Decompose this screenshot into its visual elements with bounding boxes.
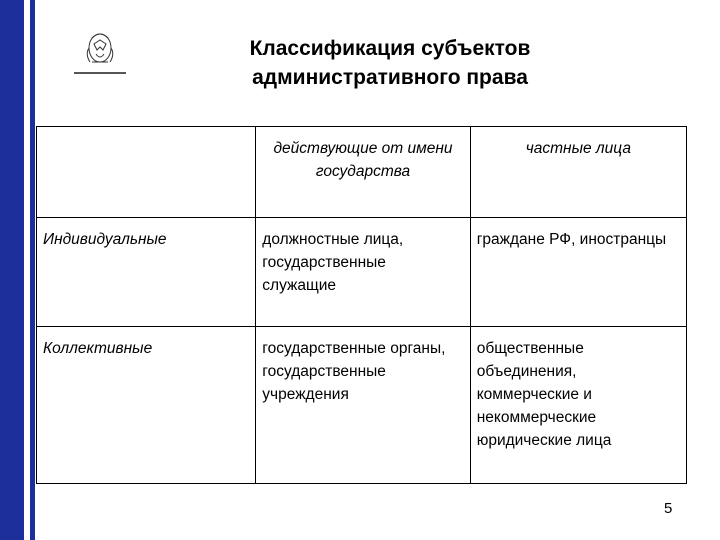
header-cell-state: действующие от имени государства [256, 127, 470, 218]
row-label: Коллективные [37, 327, 256, 484]
title-line-1: Классификация субъектов [249, 37, 531, 60]
left-accent-bar [0, 0, 24, 540]
classification-table [36, 126, 687, 484]
page-number: 5 [664, 500, 673, 517]
table-cell: должностные лица, государственные служащие [256, 218, 470, 327]
table-cell: общественные объединения, коммерческие и некоммерческие юридические лица [470, 327, 686, 484]
header-cell-private: частные лица [470, 127, 686, 218]
left-accent-stripe [30, 0, 35, 540]
table-header-row [37, 127, 687, 218]
table-row [37, 218, 687, 327]
table-cell: граждане РФ, иностранцы [470, 218, 686, 327]
table-cell: государственные органы, государственные учреждения [256, 327, 470, 484]
emblem-logo [72, 28, 128, 80]
page-title [150, 34, 630, 92]
table-row [37, 327, 687, 484]
title-line-2: административного права [252, 66, 528, 89]
row-label: Индивидуальные [37, 218, 256, 327]
header-cell-empty [37, 127, 256, 218]
